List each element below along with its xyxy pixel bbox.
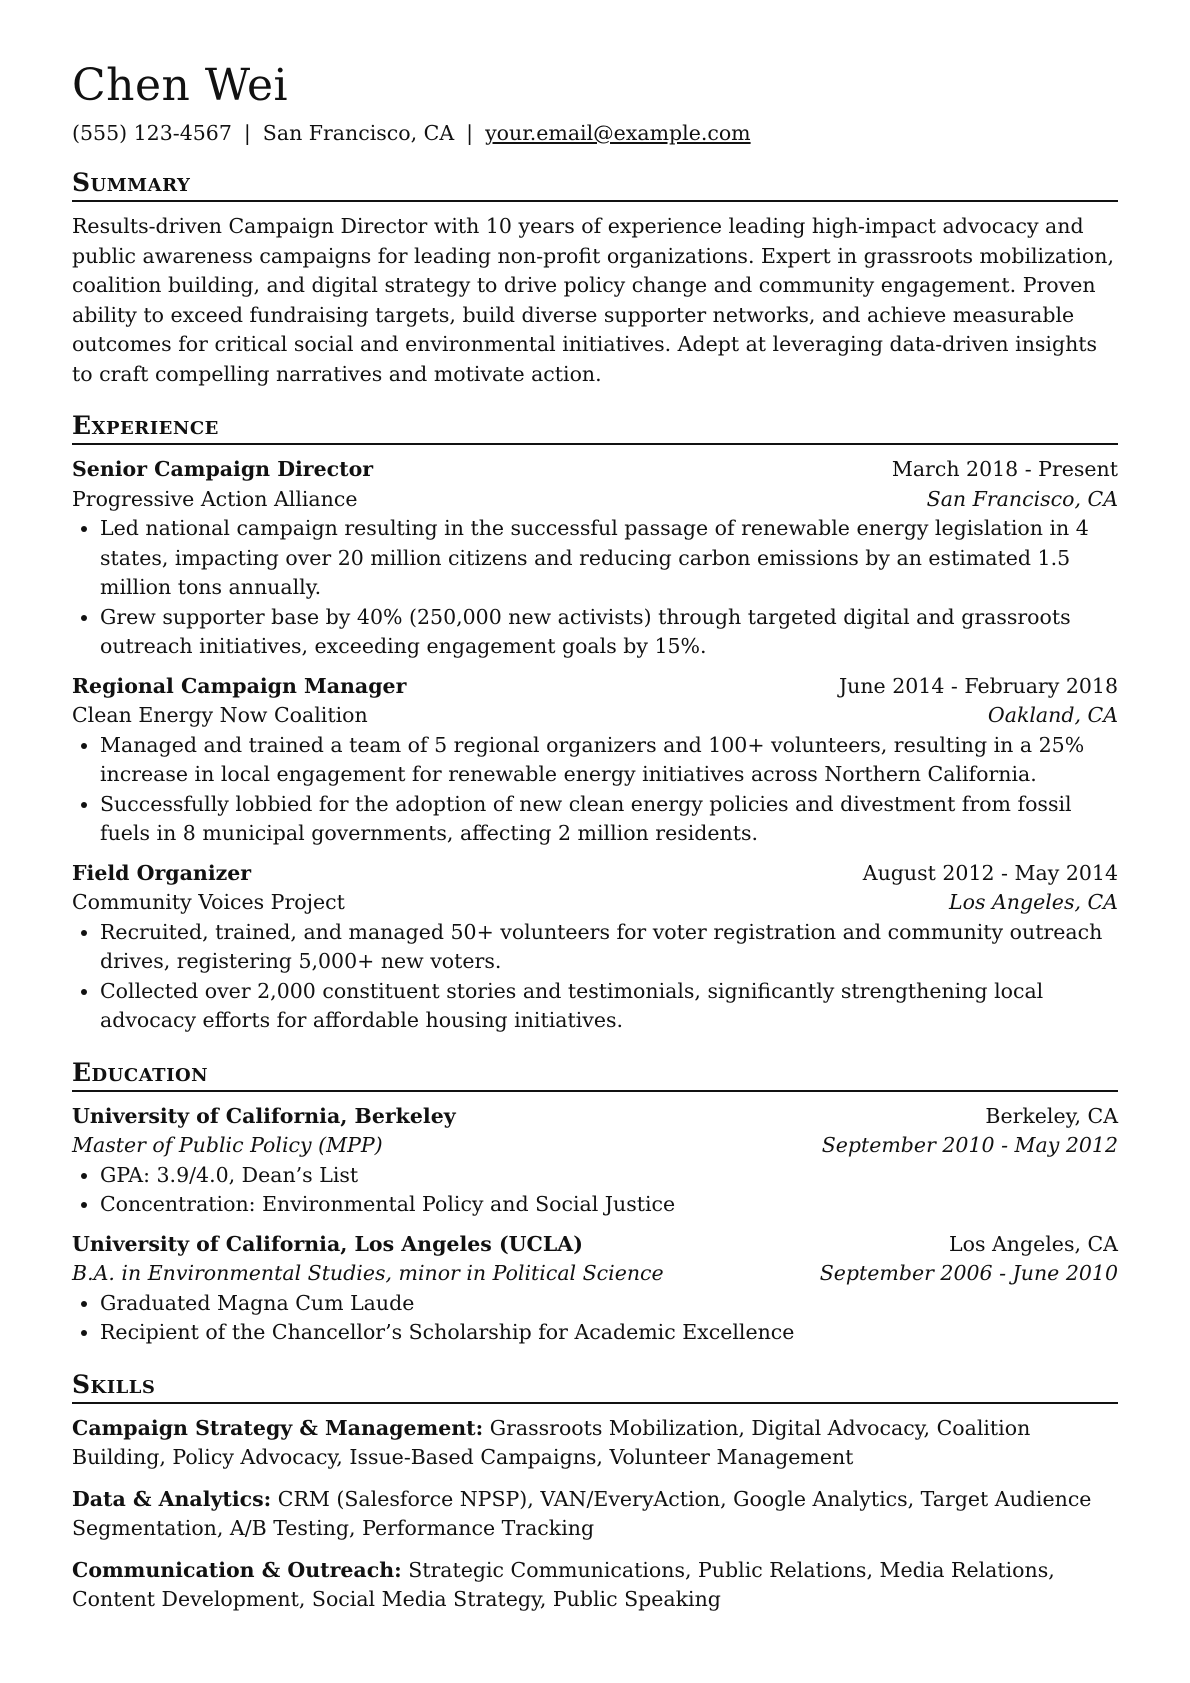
section-title-summary: Summary [72, 168, 1118, 202]
contact-separator: | [243, 121, 251, 145]
contact-separator: | [466, 121, 474, 145]
skill-group-label: Communication & Outreach: [72, 1557, 402, 1582]
skill-group [72, 1556, 1118, 1615]
school-name: University of California, Los Angeles (UCLA) [72, 1231, 583, 1256]
skill-group-text: Strategic Communications, Public Relations, Media Relations, Content Development, Social Media Strategy, Public Speaking [72, 1557, 1055, 1611]
job-role: Field Organizer [72, 860, 252, 885]
degree: Master of Public Policy (MPP) [72, 1133, 383, 1157]
job-dates: June 2014 - February 2018 [838, 673, 1118, 698]
job-dates: August 2012 - May 2014 [862, 860, 1118, 885]
bullet-item: • Grew supporter base by 40% (250,000 new activists) through targeted digital and grassroots outreach initiatives, exceeding engagement goals by 15%. [100, 603, 1118, 662]
job-role: Regional Campaign Manager [72, 673, 407, 698]
bullet-item: • Led national campaign resulting in the successful passage of renewable energy legislation in 4 states, impacting over 20 million citizens and reducing carbon emissions by an estimated 1.5 million tons annually. [100, 514, 1118, 603]
school-name: University of California, Berkeley [72, 1103, 456, 1128]
section-title-education: Education [72, 1058, 1118, 1092]
bullet-item: • GPA: 3.9/4.0, Dean’s List [100, 1161, 1118, 1191]
job-role: Senior Campaign Director [72, 457, 374, 481]
school-location: Berkeley, CA [985, 1103, 1118, 1128]
skill-group-label: Data & Analytics: [72, 1486, 272, 1511]
job-org: Progressive Action Alliance [72, 486, 358, 511]
education-section [72, 1058, 1118, 1348]
job-entry [72, 455, 1118, 662]
bullet-item: • Recruited, trained, and managed 50+ volunteers for voter registration and community outreach drives, registering 5,000+ new voters. [100, 918, 1118, 977]
job-entry [72, 859, 1118, 1036]
job-dates: March 2018 - Present [891, 457, 1118, 481]
job-org: Clean Energy Now Coalition [72, 703, 368, 727]
job-location: San Francisco, CA [926, 486, 1118, 511]
skill-group-label: Campaign Strategy & Management: [72, 1415, 484, 1440]
degree: B.A. in Environmental Studies, minor in Political Science [72, 1261, 664, 1285]
candidate-name: Chen Wei [72, 60, 289, 111]
skills-section [72, 1370, 1118, 1615]
job-bullets [72, 514, 1118, 662]
job-entry [72, 672, 1118, 849]
bullet-item: • Collected over 2,000 constituent stories and testimonials, significantly strengthening local advocacy efforts for affordable housing initiatives. [100, 977, 1118, 1036]
job-bullets [72, 918, 1118, 1036]
email-link[interactable]: your.email@example.com [485, 121, 751, 145]
section-title-skills: Skills [72, 1370, 1118, 1404]
job-location: Oakland, CA [987, 703, 1118, 727]
school-entry [72, 1102, 1118, 1220]
school-dates: September 2006 - June 2010 [819, 1261, 1118, 1285]
section-title-experience: Experience [72, 411, 1118, 445]
school-location: Los Angeles, CA [949, 1231, 1118, 1256]
school-bullets [72, 1161, 1118, 1220]
bullet-item: • Concentration: Environmental Policy and Social Justice [100, 1190, 1118, 1220]
school-entry [72, 1230, 1118, 1348]
job-org: Community Voices Project [72, 890, 345, 914]
summary-text: Results-driven Campaign Director with 10 years of experience leading high-impact advocacy and public awareness campaigns for leading non-profit organizations. Expert in grassroots mobilization, coalition building, and digital strategy to drive policy change and community engagement. Proven ability to exceed fundraising targets, build diverse supporter networks, and achieve measurable outcomes for critical social and environmental initiatives. Adept at leveraging data-driven insights to craft compelling narratives and motivate action. [72, 214, 1114, 386]
job-bullets [72, 731, 1118, 849]
contact-line [72, 118, 1118, 148]
bullet-item: • Managed and trained a team of 5 regional organizers and 100+ volunteers, resulting in a 25% increase in local engagement for renewable energy initiatives across Northern California. [100, 731, 1118, 790]
school-dates: September 2010 - May 2012 [821, 1133, 1118, 1157]
bullet-item: • Recipient of the Chancellor’s Scholarship for Academic Excellence [100, 1318, 1118, 1348]
bullet-item: • Graduated Magna Cum Laude [100, 1289, 1118, 1319]
skill-group-text: Grassroots Mobilization, Digital Advocacy, Coalition Building, Policy Advocacy, Issue-Based Campaigns, Volunteer Management [72, 1415, 1031, 1469]
bullet-item: • Successfully lobbied for the adoption of new clean energy policies and divestment from fossil fuels in 8 municipal governments, affecting 2 million residents. [100, 790, 1118, 849]
phone-number: (555) 123-4567 [72, 121, 232, 145]
school-bullets [72, 1289, 1118, 1348]
skill-group [72, 1485, 1118, 1544]
job-location: Los Angeles, CA [949, 890, 1118, 914]
experience-section [72, 411, 1118, 1036]
location: San Francisco, CA [262, 121, 455, 145]
skill-group [72, 1414, 1118, 1473]
skill-group-text: CRM (Salesforce NPSP), VAN/EveryAction, Google Analytics, Target Audience Segmentation, A/B Testing, Performance Tracking [72, 1486, 1092, 1540]
